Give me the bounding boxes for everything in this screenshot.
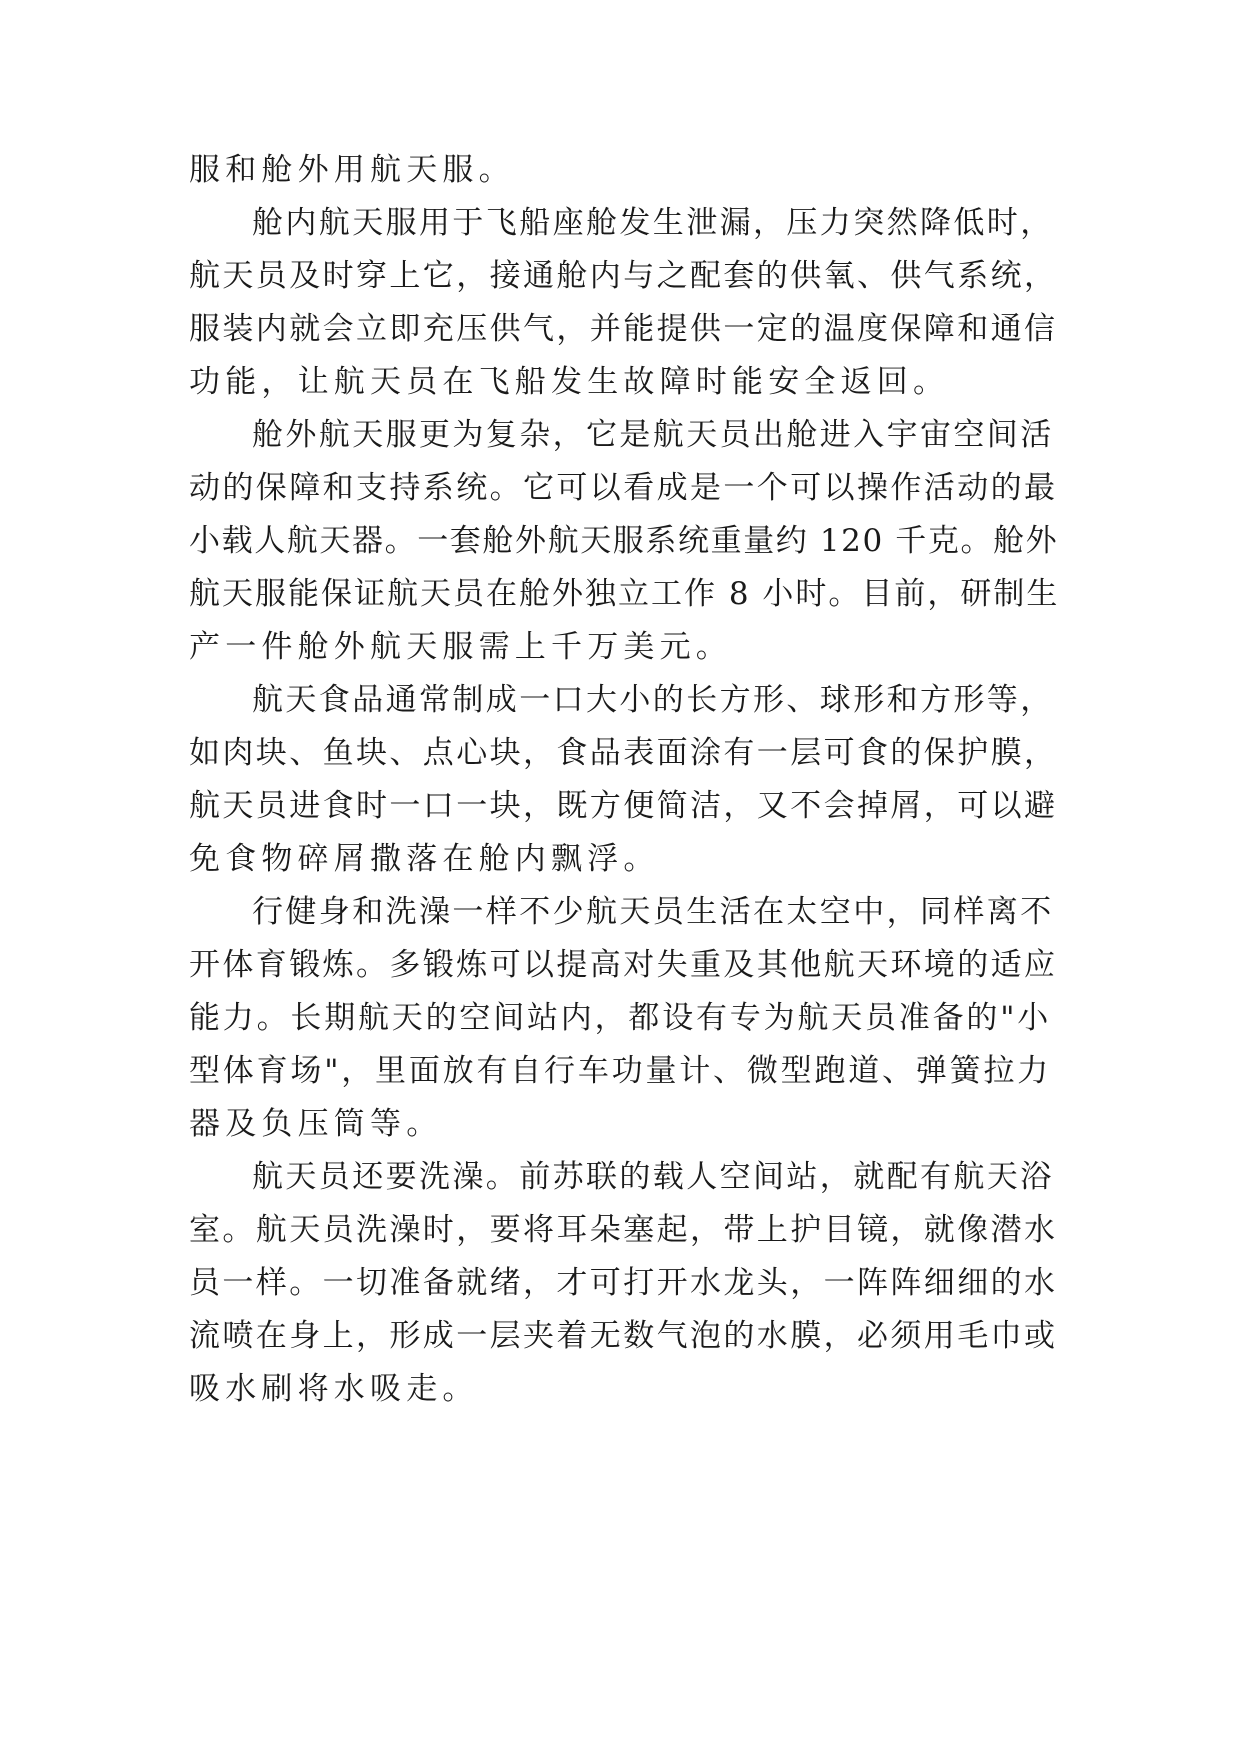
text-line: 航天员进食时一口一块，既方便简洁，又不会掉屑，可以避 <box>189 788 1058 824</box>
paragraph-first-line: 舱内航天服用于飞船座舱发生泄漏，压力突然降低时， <box>252 205 1054 241</box>
text-line: 开体育锻炼。多锻炼可以提高对失重及其他航天环境的适应 <box>189 947 1058 983</box>
text-line: 器及负压筒等。 <box>189 1106 443 1142</box>
paragraph-first-line: 航天员还要洗澡。前苏联的载人空间站，就配有航天浴 <box>252 1159 1054 1195</box>
paragraph-first-line: 行健身和洗澡一样不少航天员生活在太空中，同样离不 <box>252 894 1054 930</box>
text-line: 小载人航天器。一套舱外航天服系统重量约 120 千克。舱外 <box>189 523 1059 559</box>
text-line: 吸水刷将水吸走。 <box>189 1371 479 1407</box>
text-line: 型体育场"，里面放有自行车功量计、微型跑道、弹簧拉力 <box>189 1053 1052 1089</box>
text-line: 航天员及时穿上它，接通舱内与之配套的供氧、供气系统， <box>189 258 1058 294</box>
text-line: 室。航天员洗澡时，要将耳朵塞起，带上护目镜，就像潜水 <box>189 1212 1058 1248</box>
paragraph-first-line: 舱外航天服更为复杂，它是航天员出舱进入宇宙空间活 <box>252 417 1054 453</box>
text-line: 服和舱外用航天服。 <box>189 152 515 188</box>
text-line: 功能，让航天员在飞船发生故障时能安全返回。 <box>189 364 950 400</box>
text-line: 动的保障和支持系统。它可以看成是一个可以操作活动的最 <box>189 470 1058 506</box>
text-line: 产一件舱外航天服需上千万美元。 <box>189 629 732 665</box>
text-line: 流喷在身上，形成一层夹着无数气泡的水膜，必须用毛巾或 <box>189 1318 1058 1354</box>
text-line: 免食物碎屑撒落在舱内飘浮。 <box>189 841 660 877</box>
text-line: 如肉块、鱼块、点心块，食品表面涂有一层可食的保护膜， <box>189 735 1058 771</box>
text-line: 员一样。一切准备就绪，才可打开水龙头，一阵阵细细的水 <box>189 1265 1058 1301</box>
text-line: 能力。长期航天的空间站内，都设有专为航天员准备的"小 <box>189 1000 1052 1036</box>
text-line: 航天服能保证航天员在舱外独立工作 8 小时。目前，研制生 <box>189 576 1060 612</box>
text-line: 服装内就会立即充压供气，并能提供一定的温度保障和通信 <box>189 311 1058 347</box>
paragraph-first-line: 航天食品通常制成一口大小的长方形、球形和方形等， <box>252 682 1054 718</box>
